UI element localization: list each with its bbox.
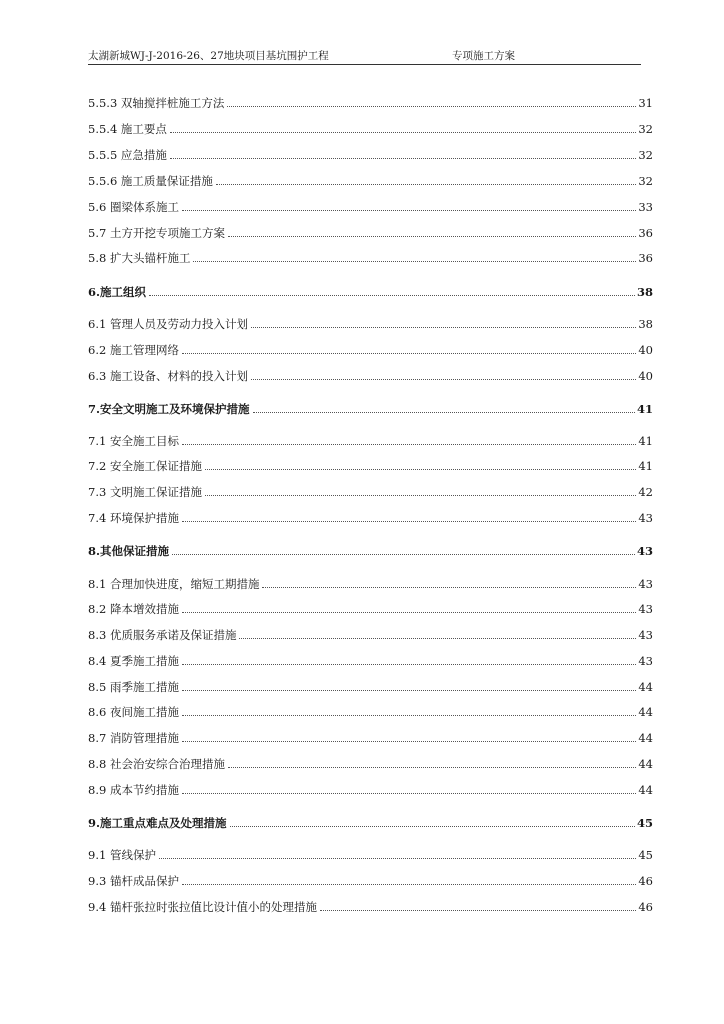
toc-entry[interactable]	[88, 678, 653, 694]
toc-entry-label: 8.2 降本增效措施	[88, 602, 179, 616]
toc-entry-page: 36	[638, 226, 653, 240]
toc-leader-dots	[320, 909, 636, 911]
toc-entry[interactable]	[88, 457, 653, 473]
toc-entry-label: 9.施工重点难点及处理措施	[88, 816, 227, 830]
toc-leader-dots	[253, 411, 635, 413]
toc-entry[interactable]	[88, 146, 653, 162]
toc-entry-page: 44	[638, 757, 653, 771]
toc-entry-page: 45	[638, 848, 653, 862]
toc-entry-label: 6.3 施工设备、材料的投入计划	[88, 369, 248, 383]
toc-entry[interactable]	[88, 703, 653, 719]
toc-entry-label: 8.6 夜间施工措施	[88, 705, 179, 719]
toc-entry[interactable]	[88, 94, 653, 110]
toc-leader-dots	[216, 183, 636, 185]
toc-entry-label: 8.4 夏季施工措施	[88, 654, 179, 668]
toc-entry[interactable]	[88, 198, 653, 214]
toc-entry-label: 9.1 管线保护	[88, 848, 156, 862]
toc-entry[interactable]	[88, 755, 653, 771]
toc-entry-label: 7.3 文明施工保证措施	[88, 485, 202, 499]
toc-entry-label: 5.5.4 施工要点	[88, 122, 167, 136]
toc-leader-dots	[193, 260, 636, 262]
toc-entry-page: 44	[638, 731, 653, 745]
toc-leader-dots	[262, 586, 636, 588]
toc-entry-page: 31	[638, 96, 653, 110]
toc-entry[interactable]	[88, 626, 653, 642]
toc-entry-label: 7.4 环境保护措施	[88, 511, 179, 525]
toc-leader-dots	[182, 689, 636, 691]
toc-entry-label: 5.5.6 施工质量保证措施	[88, 174, 213, 188]
toc-leader-dots	[239, 637, 636, 639]
header-project-title: 太湖新城WJ-J-2016-26、27地块项目基坑围护工程	[88, 50, 329, 62]
toc-leader-dots	[228, 766, 636, 768]
toc-entry[interactable]	[88, 224, 653, 240]
toc-entry-page: 36	[638, 251, 653, 265]
toc-entry-label: 7.1 安全施工目标	[88, 434, 179, 448]
toc-entry-label: 6.2 施工管理网络	[88, 343, 179, 357]
toc-entry-label: 8.1 合理加快进度，缩短工期措施	[88, 577, 260, 591]
toc-entry[interactable]	[88, 509, 653, 525]
toc-entry[interactable]	[88, 575, 653, 591]
toc-leader-dots	[159, 857, 636, 859]
toc-entry-page: 41	[638, 459, 653, 473]
toc-entry-page: 42	[638, 485, 653, 499]
toc-entry-page: 43	[638, 602, 653, 616]
toc-entry[interactable]	[88, 315, 653, 331]
toc-entry-label: 6.施工组织	[88, 285, 147, 299]
toc-entry-label: 6.1 管理人员及劳动力投入计划	[88, 317, 248, 331]
toc-entry[interactable]	[88, 120, 653, 136]
toc-entry[interactable]	[88, 367, 653, 383]
toc-entry-page: 41	[636, 402, 653, 416]
toc-entry-page: 45	[636, 816, 653, 830]
toc-leader-dots	[182, 740, 636, 742]
toc-entry-label: 8.8 社会治安综合治理措施	[88, 757, 225, 771]
toc-entry[interactable]	[88, 432, 653, 448]
header-document-type: 专项施工方案	[452, 50, 515, 62]
toc-entry-page: 43	[638, 577, 653, 591]
toc-leader-dots	[149, 294, 635, 296]
toc-entry-page: 44	[638, 705, 653, 719]
toc-leader-dots	[182, 443, 636, 445]
toc-entry-page: 43	[638, 511, 653, 525]
toc-entry-page: 32	[638, 148, 653, 162]
toc-entry-label: 7.2 安全施工保证措施	[88, 459, 202, 473]
toc-entry-page: 44	[638, 680, 653, 694]
toc-entry[interactable]	[88, 729, 653, 745]
toc-entry[interactable]	[88, 483, 653, 499]
toc-entry-page: 38	[636, 285, 653, 299]
toc-leader-dots	[182, 792, 636, 794]
toc-entry-label: 7.安全文明施工及环境保护措施	[88, 402, 250, 416]
toc-entry[interactable]	[88, 249, 653, 265]
page-header	[88, 50, 641, 65]
toc-entry[interactable]	[88, 872, 653, 888]
toc-entry-page: 40	[638, 343, 653, 357]
toc-leader-dots	[182, 352, 636, 354]
toc-chapter-entry[interactable]	[88, 283, 653, 299]
toc-entry[interactable]	[88, 846, 653, 862]
toc-entry-label: 9.3 锚杆成品保护	[88, 874, 179, 888]
toc-entry[interactable]	[88, 172, 653, 188]
toc-leader-dots	[182, 209, 636, 211]
toc-entry[interactable]	[88, 341, 653, 357]
toc-leader-dots	[205, 494, 636, 496]
toc-entry-page: 38	[638, 317, 653, 331]
toc-leader-dots	[228, 235, 636, 237]
toc-entry-label: 5.8 扩大头锚杆施工	[88, 251, 191, 265]
toc-entry-page: 43	[638, 654, 653, 668]
toc-entry[interactable]	[88, 652, 653, 668]
toc-entry-label: 5.6 圈梁体系施工	[88, 200, 179, 214]
toc-entry-page: 40	[638, 369, 653, 383]
toc-entry-page: 43	[638, 628, 653, 642]
toc-leader-dots	[182, 883, 636, 885]
toc-leader-dots	[205, 468, 636, 470]
toc-entry-label: 5.5.5 应急措施	[88, 148, 167, 162]
toc-entry-label: 8.5 雨季施工措施	[88, 680, 179, 694]
toc-entry-label: 8.9 成本节约措施	[88, 783, 179, 797]
toc-leader-dots	[172, 553, 635, 555]
toc-entry-label: 9.4 锚杆张拉时张拉值比设计值小的处理措施	[88, 900, 317, 914]
toc-leader-dots	[251, 378, 636, 380]
toc-leader-dots	[182, 714, 636, 716]
toc-leader-dots	[170, 157, 636, 159]
toc-entry-label: 5.5.3 双轴搅拌桩施工方法	[88, 96, 225, 110]
toc-leader-dots	[182, 611, 636, 613]
toc-entry-page: 32	[638, 122, 653, 136]
toc-chapter-entry[interactable]	[88, 400, 653, 416]
toc-entry[interactable]	[88, 898, 653, 914]
toc-leader-dots	[182, 663, 636, 665]
toc-entry-label: 5.7 土方开挖专项施工方案	[88, 226, 225, 240]
toc-entry-page: 41	[638, 434, 653, 448]
toc-entry[interactable]	[88, 781, 653, 797]
toc-entry-page: 46	[638, 900, 653, 914]
toc-entry-page: 44	[638, 783, 653, 797]
toc-leader-dots	[227, 105, 636, 107]
toc-entry-page: 33	[638, 200, 653, 214]
toc-entry-page: 43	[636, 544, 653, 558]
toc-entry[interactable]	[88, 600, 653, 616]
toc-entry-page: 46	[638, 874, 653, 888]
toc-chapter-entry[interactable]	[88, 814, 653, 830]
toc-leader-dots	[230, 825, 635, 827]
toc-entry-label: 8.其他保证措施	[88, 544, 170, 558]
toc-leader-dots	[170, 131, 636, 133]
toc-leader-dots	[182, 520, 636, 522]
toc-entry-label: 8.3 优质服务承诺及保证措施	[88, 628, 237, 642]
toc-leader-dots	[251, 326, 636, 328]
toc-chapter-entry[interactable]	[88, 542, 653, 558]
toc-entry-label: 8.7 消防管理措施	[88, 731, 179, 745]
toc-entry-page: 32	[638, 174, 653, 188]
